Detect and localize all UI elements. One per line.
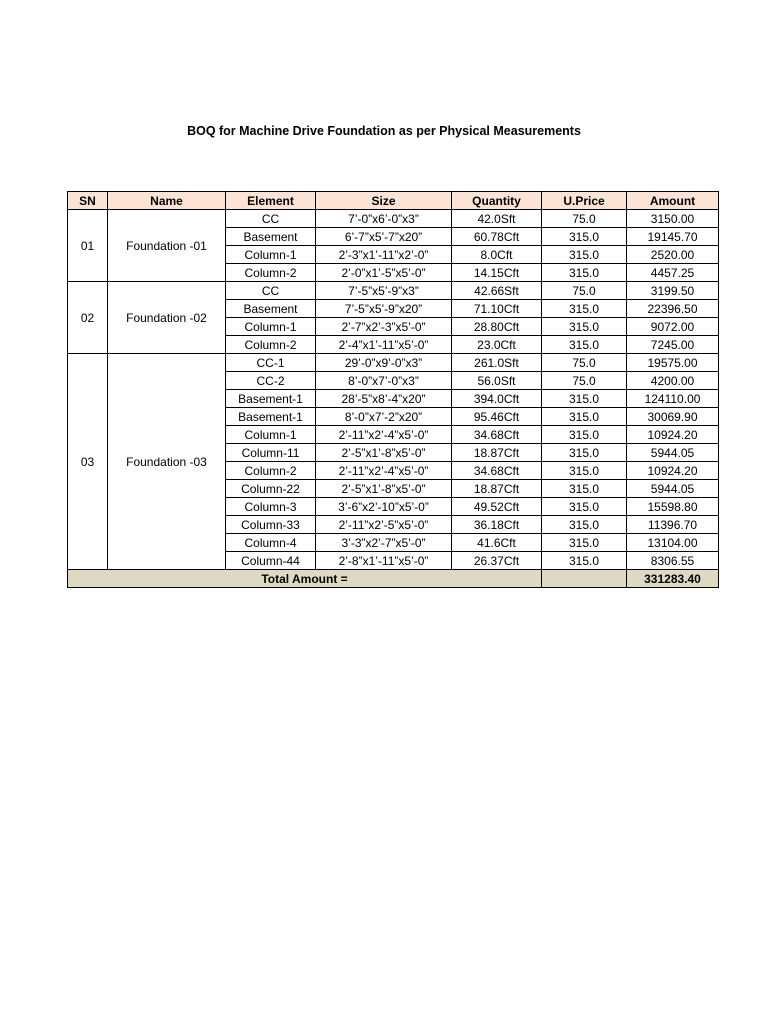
cell-uprice: 315.0 (542, 336, 627, 354)
cell-quantity: 261.0Sft (452, 354, 542, 372)
header-uprice: U.Price (542, 192, 627, 210)
cell-amount: 9072.00 (627, 318, 719, 336)
cell-amount: 7245.00 (627, 336, 719, 354)
total-row (68, 570, 719, 588)
header-quantity: Quantity (452, 192, 542, 210)
total-amount: 331283.40 (627, 570, 719, 588)
cell-name: Foundation -02 (108, 282, 226, 354)
cell-amount: 22396.50 (627, 300, 719, 318)
cell-amount: 11396.70 (627, 516, 719, 534)
cell-amount: 19575.00 (627, 354, 719, 372)
cell-uprice: 75.0 (542, 372, 627, 390)
cell-quantity: 18.87Cft (452, 444, 542, 462)
cell-amount: 5944.05 (627, 480, 719, 498)
cell-size: 8’-0”x7’-0”x3” (316, 372, 452, 390)
cell-quantity: 95.46Cft (452, 408, 542, 426)
cell-uprice: 315.0 (542, 480, 627, 498)
cell-uprice: 315.0 (542, 552, 627, 570)
table-header (68, 192, 719, 210)
cell-size: 2’-8”x1’-11”x5’-0” (316, 552, 452, 570)
header-name: Name (108, 192, 226, 210)
cell-element: CC-2 (226, 372, 316, 390)
cell-element: Column-1 (226, 246, 316, 264)
boq-table (67, 191, 719, 588)
cell-quantity: 41.6Cft (452, 534, 542, 552)
cell-size: 6’-7”x5’-7”x20” (316, 228, 452, 246)
header-element: Element (226, 192, 316, 210)
cell-name: Foundation -03 (108, 354, 226, 570)
cell-element: Column-2 (226, 336, 316, 354)
header-size: Size (316, 192, 452, 210)
cell-uprice: 315.0 (542, 498, 627, 516)
total-spacer (542, 570, 627, 588)
cell-element: Basement (226, 300, 316, 318)
table-row (68, 210, 719, 228)
cell-quantity: 394.0Cft (452, 390, 542, 408)
cell-uprice: 315.0 (542, 264, 627, 282)
cell-uprice: 315.0 (542, 300, 627, 318)
cell-quantity: 34.68Cft (452, 426, 542, 444)
table-row (68, 282, 719, 300)
header-sn: SN (68, 192, 108, 210)
cell-amount: 13104.00 (627, 534, 719, 552)
cell-size: 2’-11”x2’-4”x5’-0” (316, 426, 452, 444)
cell-uprice: 75.0 (542, 282, 627, 300)
cell-amount: 10924.20 (627, 426, 719, 444)
cell-size: 8’-0”x7’-2”x20” (316, 408, 452, 426)
cell-element: Column-11 (226, 444, 316, 462)
cell-quantity: 8.0Cft (452, 246, 542, 264)
cell-element: Column-4 (226, 534, 316, 552)
cell-element: Column-22 (226, 480, 316, 498)
cell-quantity: 14.15Cft (452, 264, 542, 282)
cell-uprice: 315.0 (542, 408, 627, 426)
cell-amount: 2520.00 (627, 246, 719, 264)
cell-amount: 3199.50 (627, 282, 719, 300)
cell-name: Foundation -01 (108, 210, 226, 282)
cell-uprice: 315.0 (542, 390, 627, 408)
cell-quantity: 49.52Cft (452, 498, 542, 516)
cell-amount: 10924.20 (627, 462, 719, 480)
cell-quantity: 28.80Cft (452, 318, 542, 336)
cell-element: Basement-1 (226, 390, 316, 408)
cell-element: Column-1 (226, 426, 316, 444)
cell-amount: 3150.00 (627, 210, 719, 228)
cell-size: 2’-4”x1’-11”x5’-0” (316, 336, 452, 354)
cell-size: 7’-0”x6’-0”x3” (316, 210, 452, 228)
cell-size: 7’-5”x5’-9”x20” (316, 300, 452, 318)
cell-element: Basement (226, 228, 316, 246)
cell-element: Column-44 (226, 552, 316, 570)
cell-uprice: 315.0 (542, 426, 627, 444)
cell-amount: 124110.00 (627, 390, 719, 408)
header-amount: Amount (627, 192, 719, 210)
cell-quantity: 23.0Cft (452, 336, 542, 354)
cell-element: CC (226, 282, 316, 300)
cell-uprice: 315.0 (542, 462, 627, 480)
cell-size: 3’-6”x2’-10”x5’-0” (316, 498, 452, 516)
cell-amount: 4200.00 (627, 372, 719, 390)
cell-element: Column-2 (226, 462, 316, 480)
cell-quantity: 71.10Cft (452, 300, 542, 318)
cell-quantity: 26.37Cft (452, 552, 542, 570)
cell-element: Basement-1 (226, 408, 316, 426)
cell-element: Column-2 (226, 264, 316, 282)
cell-size: 2’-0”x1’-5”x5’-0” (316, 264, 452, 282)
cell-quantity: 36.18Cft (452, 516, 542, 534)
cell-element: Column-1 (226, 318, 316, 336)
cell-size: 2’-3”x1’-11”x2’-0” (316, 246, 452, 264)
cell-size: 2’-11”x2’-5”x5’-0” (316, 516, 452, 534)
cell-size: 2’-11”x2’-4”x5’-0” (316, 462, 452, 480)
cell-quantity: 18.87Cft (452, 480, 542, 498)
cell-size: 2’-7”x2’-3”x5’-0” (316, 318, 452, 336)
table-body (68, 210, 719, 570)
cell-element: CC (226, 210, 316, 228)
cell-size: 2’-5”x1’-8”x5’-0” (316, 444, 452, 462)
cell-uprice: 315.0 (542, 228, 627, 246)
cell-size: 3’-3”x2’-7”x5’-0” (316, 534, 452, 552)
cell-size: 29’-0”x9’-0”x3” (316, 354, 452, 372)
cell-element: Column-33 (226, 516, 316, 534)
cell-uprice: 315.0 (542, 444, 627, 462)
cell-quantity: 42.0Sft (452, 210, 542, 228)
header-row (68, 192, 719, 210)
cell-amount: 19145.70 (627, 228, 719, 246)
cell-uprice: 315.0 (542, 246, 627, 264)
cell-size: 28’-5”x8’-4”x20” (316, 390, 452, 408)
cell-sn: 03 (68, 354, 108, 570)
document-title: BOQ for Machine Drive Foundation as per Physical Measurements (187, 124, 581, 138)
total-label: Total Amount = (68, 570, 542, 588)
cell-amount: 5944.05 (627, 444, 719, 462)
cell-sn: 02 (68, 282, 108, 354)
cell-element: Column-3 (226, 498, 316, 516)
table-footer (68, 570, 719, 588)
cell-amount: 15598.80 (627, 498, 719, 516)
cell-amount: 8306.55 (627, 552, 719, 570)
cell-quantity: 56.0Sft (452, 372, 542, 390)
cell-size: 7’-5”x5’-9”x3” (316, 282, 452, 300)
cell-uprice: 75.0 (542, 210, 627, 228)
cell-quantity: 34.68Cft (452, 462, 542, 480)
cell-sn: 01 (68, 210, 108, 282)
cell-amount: 4457.25 (627, 264, 719, 282)
cell-quantity: 60.78Cft (452, 228, 542, 246)
cell-quantity: 42.66Sft (452, 282, 542, 300)
cell-uprice: 315.0 (542, 318, 627, 336)
cell-uprice: 315.0 (542, 516, 627, 534)
cell-size: 2’-5”x1’-8”x5’-0” (316, 480, 452, 498)
cell-uprice: 315.0 (542, 534, 627, 552)
cell-element: CC-1 (226, 354, 316, 372)
cell-amount: 30069.90 (627, 408, 719, 426)
table-row (68, 354, 719, 372)
cell-uprice: 75.0 (542, 354, 627, 372)
